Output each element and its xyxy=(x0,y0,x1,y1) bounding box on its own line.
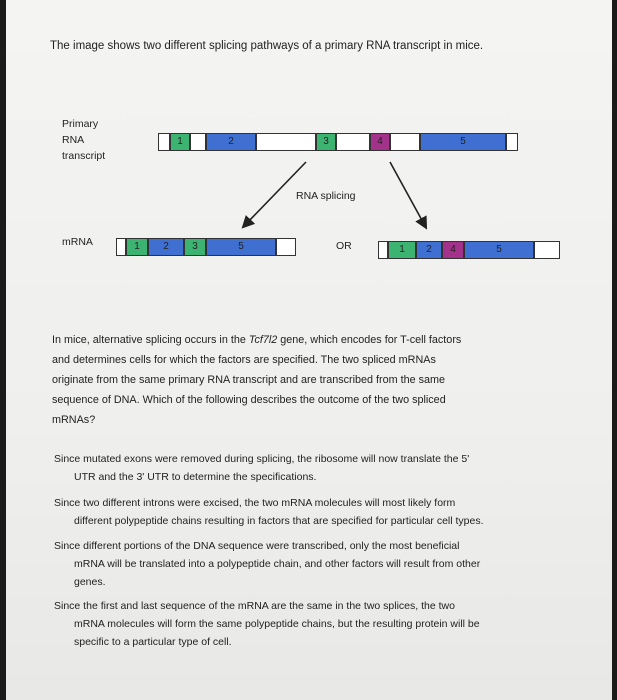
answer-option-4[interactable]: Since the first and last sequence of the mRNA are the same in the two splices, the two mRNA molecules will form the same polypeptide chains, but the resulting protein will be specific to a particular type of cell. xyxy=(54,600,480,648)
exon-1: 1 xyxy=(126,238,148,256)
exon-1: 1 xyxy=(388,241,416,259)
question-line-2: and determines cells for which the factors are specified. The two spliced mRNAs xyxy=(52,354,436,366)
three-prime-tail xyxy=(276,238,296,256)
exon-5: 5 xyxy=(464,241,534,259)
five-prime-cap xyxy=(116,238,126,256)
gene-name: Tcf7l2 xyxy=(248,334,278,346)
exon-5: 5 xyxy=(420,133,506,151)
right-arrow xyxy=(390,162,424,224)
exon-2: 2 xyxy=(416,241,442,259)
exon-1: 1 xyxy=(170,133,190,151)
exon-2: 2 xyxy=(206,133,256,151)
or-label: OR xyxy=(336,240,352,252)
question-text xyxy=(52,330,552,430)
primary-label-2: RNA xyxy=(62,134,85,146)
three-prime-tail xyxy=(534,241,560,259)
exon-4: 4 xyxy=(370,133,390,151)
exon-4: 4 xyxy=(442,241,464,259)
mrna-b-bar xyxy=(378,241,560,259)
answer-option-3[interactable]: Since different portions of the DNA sequence were transcribed, only the most beneficial mRNA will be translated into a polypeptide chain, and other factors will result from other genes. xyxy=(54,540,481,588)
exon-3: 3 xyxy=(184,238,206,256)
intro-text: The image shows two different splicing pathways of a primary RNA transcript in mice. xyxy=(50,40,484,52)
exon-5: 5 xyxy=(206,238,276,256)
mrna-a-bar xyxy=(116,238,296,256)
answer-option-2[interactable]: Since two different introns were excised, the two mRNA molecules will most likely form different polypeptide chains resulting in factors that are specified for particular cell types. xyxy=(54,497,484,527)
exon-2: 2 xyxy=(148,238,184,256)
answer-option-1[interactable]: Since mutated exons were removed during splicing, the ribosome will now translate the 5' UTR and the 3' UTR to determine the specifications. xyxy=(54,453,470,483)
question-line-3: originate from the same primary RNA transcript and are transcribed from the same xyxy=(52,374,446,386)
exon-3: 3 xyxy=(316,133,336,151)
question-line-5: mRNAs? xyxy=(52,414,96,426)
primary-label-3: transcript xyxy=(62,150,106,162)
mrna-label: mRNA xyxy=(62,236,93,248)
question-line-1: In mice, alternative splicing occurs in the Tcf7l2 gene, which encodes for T-cell factors xyxy=(52,334,462,346)
splicing-label: RNA splicing xyxy=(296,190,356,202)
five-prime-cap xyxy=(378,241,388,259)
primary-label-1: Primary xyxy=(62,118,99,130)
question-line-4: sequence of DNA. Which of the following describes the outcome of the two spliced xyxy=(52,394,446,406)
document-page xyxy=(6,0,612,700)
